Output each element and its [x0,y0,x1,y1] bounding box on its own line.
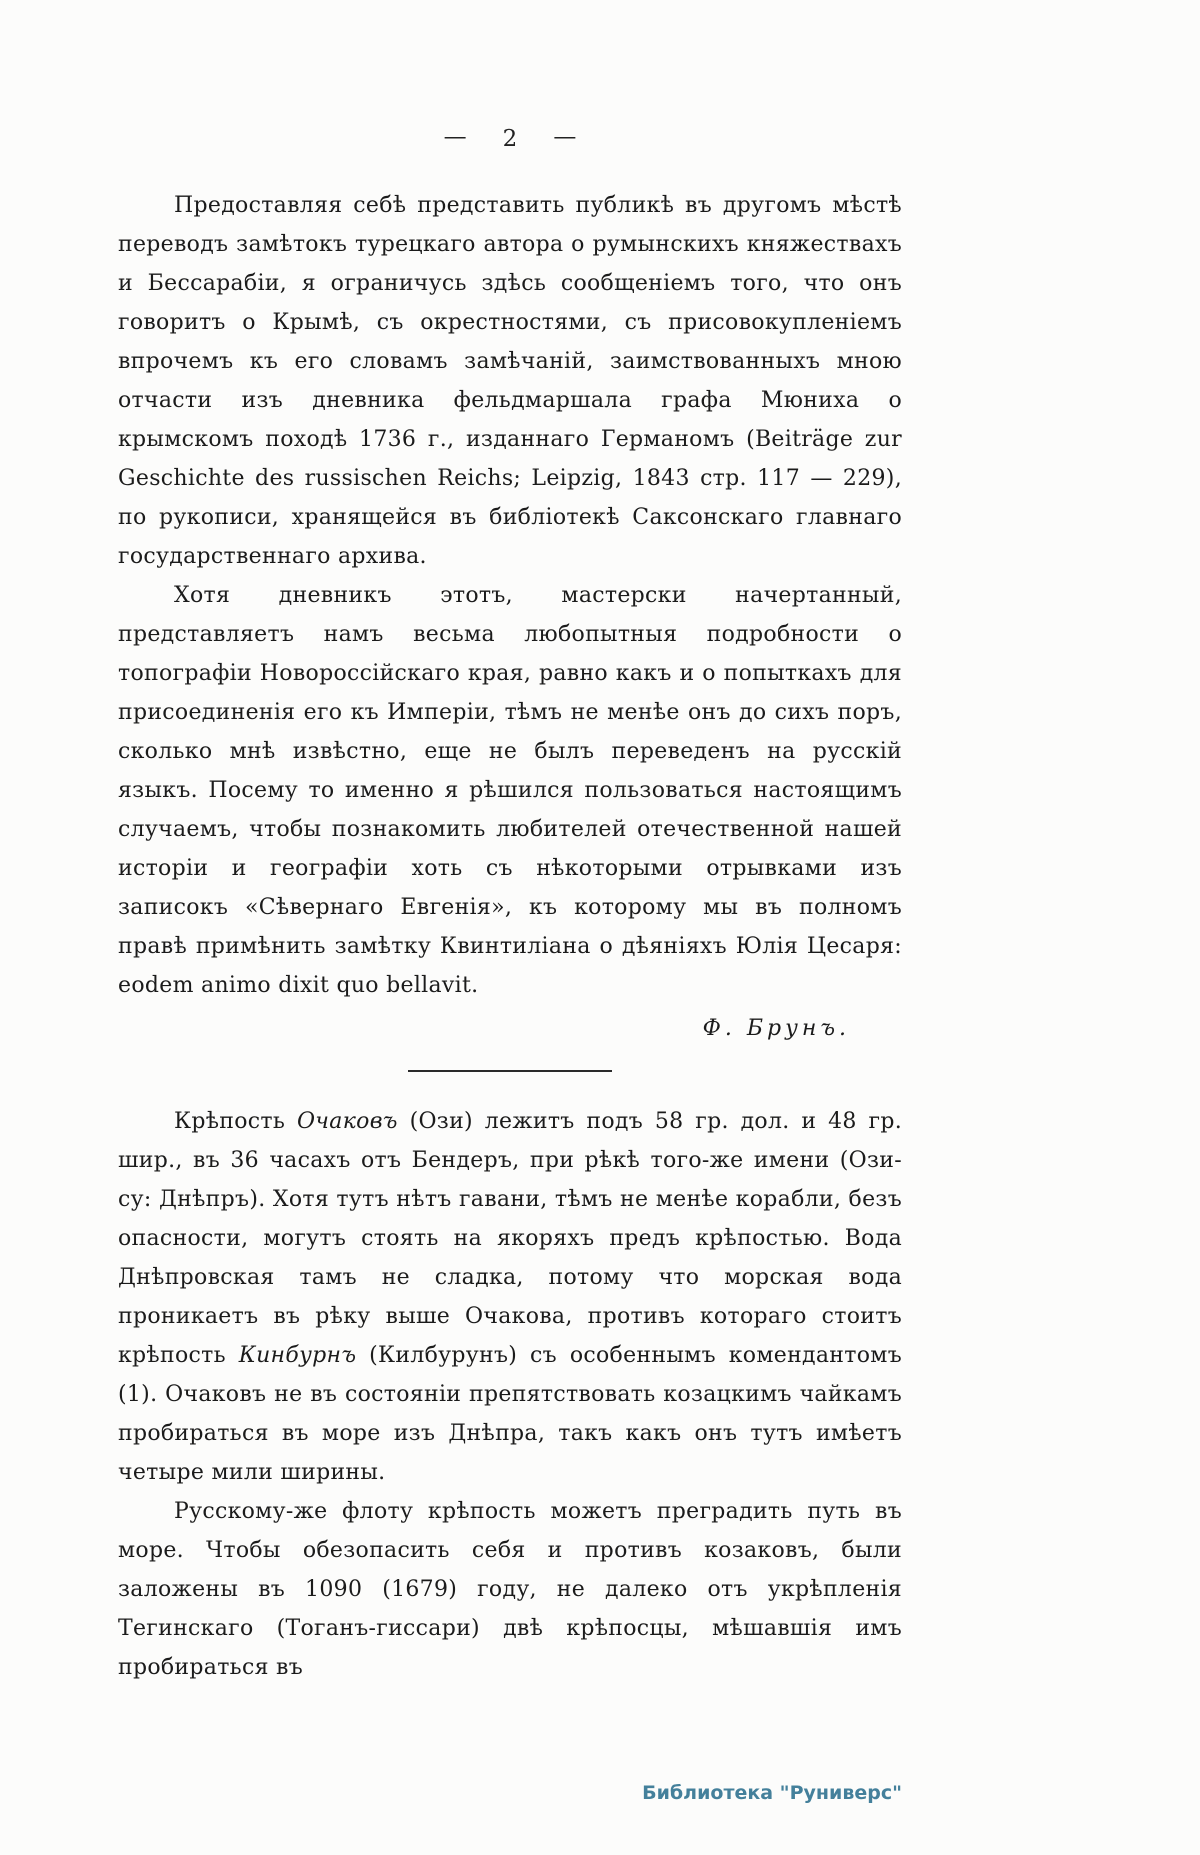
preface-paragraph-2: Хотя дневникъ этотъ, мастерски начертанный, представляетъ намъ весьма любопытныя подробности о топографіи Новороссійскаго края, равно какъ и о попыткахъ для присоединенія его къ Имперіи, тѣмъ не менѣе онъ до сихъ поръ, сколько мнѣ извѣстно, еще не былъ переведенъ на русскій языкъ. Посему то именно я рѣшился пользоваться настоящимъ случаемъ, чтобы познакомить любителей отечественной нашей исторіи и географіи хоть съ нѣкоторыми отрывками изъ записокъ «Сѣвернаго Евгенія», къ которому мы въ полномъ правѣ примѣнить замѣтку Квинтиліана о дѣяніяхъ Юлія Цесаря: eodem animo dixit quo bellavit. [118,583,902,998]
fortress-name-ochakov: Очаковъ [296,1109,398,1134]
page-number-dash-right: — [553,124,577,150]
library-watermark: Библиотека "Руниверс" [642,1782,902,1804]
body-p1-segment-1: Крѣпость [174,1109,297,1134]
fortress-name-kinburn: Кинбурнъ [238,1343,357,1368]
page-number-dash-left: — [443,124,467,150]
section-divider [408,1070,612,1072]
page-number [118,126,902,152]
body-paragraph-2: Русскому-же флоту крѣпость можетъ преградить путь въ море. Чтобы обезопасить себя и противъ козаковъ, были заложены въ 1090 (1679) году, не далеко отъ укрѣпленія Тегинскаго (Тоганъ-гиссари) двѣ крѣпосцы, мѣшавшія имъ пробираться въ [118,1499,902,1680]
text-block [118,186,902,1687]
body-p1-segment-3: (Килбурунъ) съ особеннымъ комендантомъ (1). Очаковъ не въ состояніи препятствовать козацкимъ чайкамъ пробираться въ море изъ Днѣпра, такъ какъ онъ тутъ имѣетъ четыре мили ширины. [118,1343,902,1485]
page-number-value: 2 [502,126,518,152]
preface-paragraph-1: Предоставляя себѣ представить публикѣ въ другомъ мѣстѣ переводъ замѣтокъ турецкаго автора о румынскихъ княжествахъ и Бессарабіи, я ограничусь здѣсь сообщеніемъ того, что онъ говоритъ о Крымѣ, съ окрестностями, съ присовокупленіемъ впрочемъ къ его словамъ замѣчаній, заимствованныхъ мною отчасти изъ дневника фельдмаршала графа Мюниха о крымскомъ походѣ 1736 г., изданнаго Германомъ (Beiträge zur Geschichte des russischen Reichs; Leipzig, 1843 стр. 117 — 229), по рукописи, хранящейся въ библіотекѣ Саксонскаго главнаго государственнаго архива. [118,193,902,569]
author-signature: Ф. Брунъ. [702,1016,850,1041]
body-paragraph-1 [118,1102,902,1492]
body-p1-segment-2: (Ози) лежитъ подъ 58 гр. дол. и 48 гр. шир., въ 36 часахъ отъ Бендеръ, при рѣкѣ того-же имени (Ози-су: Днѣпръ). Хотя тутъ нѣтъ гавани, тѣмъ не менѣе корабли, безъ опасности, могутъ стоять на якоряхъ предъ крѣпостью. Вода Днѣпровская тамъ не сладка, потому что морская вода проникаетъ въ рѣку выше Очакова, противъ котораго стоитъ крѣпость [118,1109,902,1368]
